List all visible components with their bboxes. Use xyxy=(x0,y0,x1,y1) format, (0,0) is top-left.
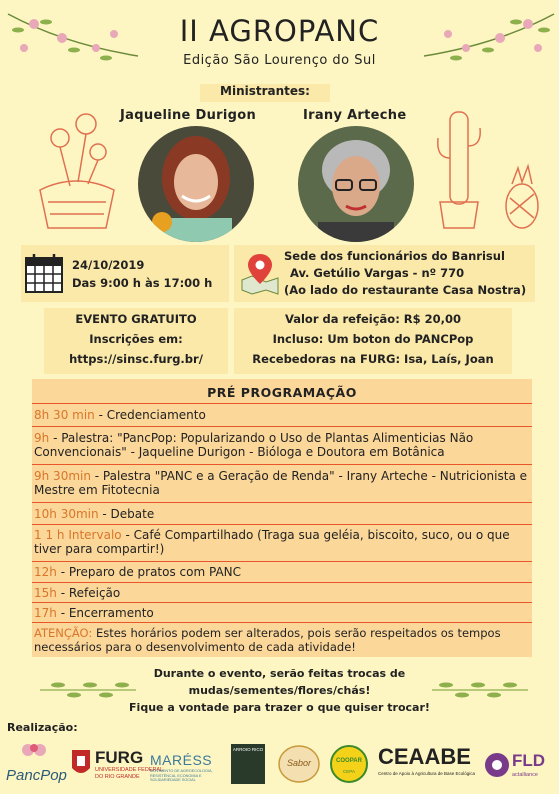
event-time: Das 9:00 h às 17:00 h xyxy=(72,276,213,290)
location-line-3: (Ao lado do restaurante Casa Nostra) xyxy=(284,283,527,297)
schedule-item: 12h - Preparo de pratos com PANC xyxy=(34,565,242,579)
schedule-item: 8h 30 min - Credenciamento xyxy=(34,408,206,422)
registration-link[interactable]: https://sinsc.furg.br/ xyxy=(69,352,203,366)
schedule-panel xyxy=(32,379,532,657)
location-line-2: Av. Getúlio Vargas - nº 770 xyxy=(290,266,465,280)
ceaabe-logo: CEAABE Centro de Apoio à Agricultura de Base Ecológica xyxy=(378,744,476,776)
meal-receivers: Recebedoras na FURG: Isa, Laís, Joan xyxy=(252,352,494,366)
speaker-photo-2 xyxy=(298,126,414,242)
maress-logo: MARÉSS MOVIMENTO DE AGROECOLOGIA, RESISTÊNCIA, ECONOMIA E SOLIDARIEDADE SOCIAL xyxy=(150,752,213,782)
registration-label: Inscrições em: xyxy=(89,332,183,346)
realizacao-label: Realização: xyxy=(7,721,78,734)
coopar-logo: COOPAR CEPA xyxy=(330,740,368,786)
fld-logo: FLD actalliance xyxy=(484,740,554,786)
schedule-item: 9h - Palestra: "PancPop: Popularizando o Uso de Plantas Alimenticias Não Convencionais" - Jaqueline Durigon - Bióloga e Doutora em Botânica xyxy=(34,431,474,459)
flower-basket-illustration-icon xyxy=(26,102,126,238)
page-title: II AGROPANC xyxy=(179,14,380,48)
speaker-name-1: Jaqueline Durigon xyxy=(120,108,257,123)
event-date: 24/10/2019 xyxy=(72,258,145,272)
furg-logo: FURG UNIVERSIDADE FEDERAL DO RIO GRANDE xyxy=(70,740,146,786)
schedule-item: 9h 30min - Palestra "PANC e a Geração de Renda" - Irany Arteche - Nutricionista e Mestre em Fitotecnia xyxy=(34,469,527,497)
schedule-item: 17h - Encerramento xyxy=(34,606,154,620)
sabor-logo: Sabor xyxy=(278,740,320,786)
schedule-note: ATENÇÃO: Estes horários podem ser alterados, pois serão respeitados os tempos necessários para o desenvolvimento de cada atividade! xyxy=(34,626,501,654)
cactus-pineapple-illustration-icon xyxy=(430,102,550,238)
meal-price: Valor da refeição: R$ 20,00 xyxy=(284,312,462,326)
location-line-1: Sede dos funcionários do Banrisul xyxy=(284,249,505,263)
schedule-item: 1 1 h Intervalo - Café Compartilhado (Traga sua geléia, biscoito, suco, ou o que tiver para compartir!) xyxy=(34,528,510,556)
map-pin-icon xyxy=(238,250,282,296)
event-free-label: EVENTO GRATUITO xyxy=(75,312,197,326)
schedule-item: 15h - Refeição xyxy=(34,586,121,600)
schedule-item: 10h 30min - Debate xyxy=(34,507,155,521)
calendar-icon xyxy=(24,252,64,294)
speaker-name-2: Irany Arteche xyxy=(303,108,407,123)
schedule-title: PRÉ PROGRAMAÇÃO xyxy=(207,385,357,400)
ministrantes-label: Ministrantes: xyxy=(200,84,330,102)
pancpop-logo: PancPop xyxy=(6,740,64,786)
footer-message: Durante o evento, serão feitas trocas de mudas/sementes/flores/chás! Fique a vontade para trazer o que quiser trocar! xyxy=(129,667,430,714)
speaker-photo-1 xyxy=(138,126,254,242)
meal-included: Incluso: Um boton do PANCPop xyxy=(272,332,474,346)
page-subtitle: Edição São Lourenço do Sul xyxy=(183,53,376,68)
arroio-rico-logo: ARROIO RICO xyxy=(231,740,265,786)
